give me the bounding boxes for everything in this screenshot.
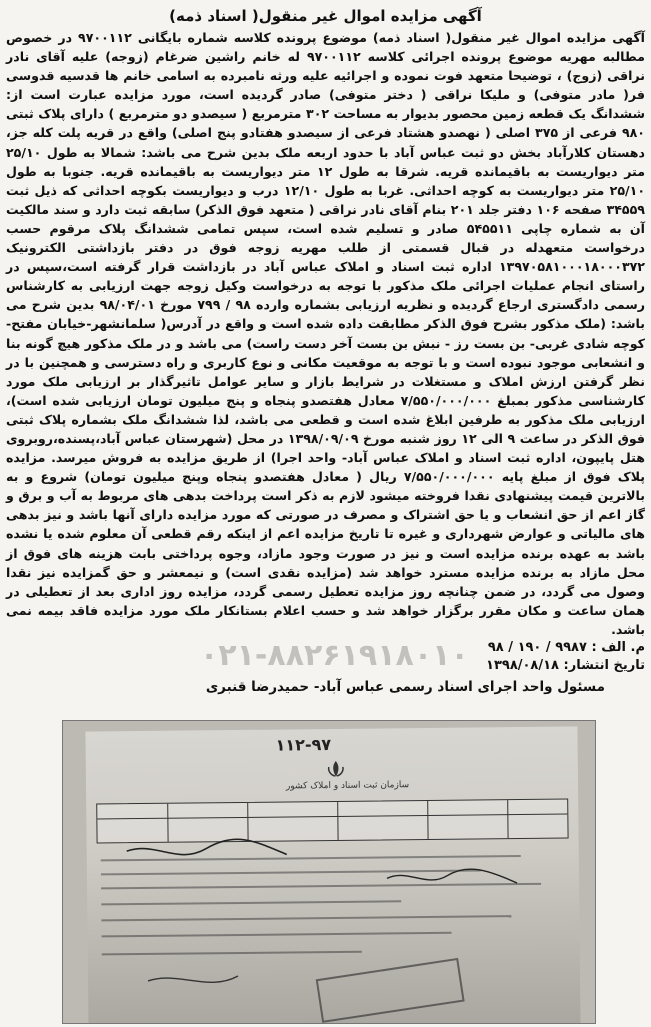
document-sheet — [85, 726, 580, 1024]
phone-watermark: ۰۲۱-۸۸۲۶۱۹۱۸۰۱۰ — [200, 638, 469, 673]
signature-line: مسئول واحد اجرای اسناد رسمی عباس آباد- حمیدرضا قنبری — [205, 679, 605, 695]
publish-date: تاریخ انتشار: ۱۳۹۸/۰۸/۱۸ — [486, 658, 645, 673]
document-header: سازمان ثبت اسناد و املاک کشور — [285, 780, 410, 792]
notice-title: آگهی مزایده اموال غیر منقول( اسناد ذمه) — [169, 7, 482, 25]
document-serial: ۱۱۲-۹۷ — [275, 735, 332, 755]
notice-body: آگهی مزایده اموال غیر منقول( اسناد ذمه) موضوع پرونده کلاسه شماره بایگانی ۹۷۰۰۱۱۲ در خصوص مطالبه مهریه موضوع پرونده اجرائی کلاسه ۹۷۰۰۱۱۲ له خانم راشین ضرغام (زوجه) علیه آقای نادر نراقی (زوج) ، توضیحا متعهد فوت نموده و اجرائیه علیه ورثه نامبرده به اسامی خانم ها قدسیه قدوسی فر( مادر متوفی) و ملیکا نراقی ( دختر متوفی) صادر گردیده است، مورد مزایده عبارت است از: ششدانگ یک قطعه زمین محصور بدیوار به مساحت ۳۰۲ مترمربع ( سیصدو دو مترمربع ) دارای پلاک ثبتی ۹۸۰ فرعی از ۳۷۵ اصلی ( نهصدو هشتاد فرعی از سیصدو هفتادو پنج اصلی) واقع در قریه پلت کله جز، دهستان کلارآباد بخش دو ثبت عباس آباد با حدود اربعه ملک بدین شرح می باشد: شمالا به طول ۲۵/۱۰ متر دیواریست به باقیمانده قریه. شرقا به طول ۱۲ متر دیواریست به باقیمانده قریه. جنوبا به طول ۲۵/۱۰ متر دیواریست به کوچه احداثی. غربا به طول ۱۲/۱۰ درب و دیواریست بکوچه احداثی که ذیل ثبت ۳۴۵۵۹ صفحه ۱۰۶ دفتر جلد ۲۰۱ بنام آقای نادر نراقی ( متعهد فوق الذکر) سابقه ثبت دارد و سند مالکیت آن به شماره چاپی ۵۴۵۵۱۱ صادر و تسلیم شده است، سپس تمامی ششدانگ پلاک مرقوم حسب درخواست متعهدله در قبال قسمتی از طلب مهریه زوجه فوق در دفتر بازداشتی الکترونیک ۱۳۹۷۰۵۸۱۰۰۰۱۸۰۰۰۳۷۲ اداره ثبت اسناد و املاک عباس آباد در بازداشت قرار گرفته است،سپس در راستای انجام عملیات اجرائی ملک مذکور با توجه به درخواست وکیل زوجه جهت ارزیابی به کارشناس رسمی دادگستری ارجاع گردیده و نظریه ارزیابی بشماره وارده ۹۸ / ۷۹۹ مورخ ۹۸/۰۴/۰۱ بدین شرح می باشد: (ملک مذکور بشرح فوق الذکر مطابقت داده شده است و واقع در آدرس( سلمانشهر-خیابان مفتح- کوچه شادی غربی- بن بست رز - نبش بن بست آخر دست راست) می باشد و در ملک مذکور هیچ گونه بنا و انشعابی موجود نبوده است و با توجه به موقعیت مکانی و نوع کاربری و راه دسترسی و همچنین با در نظر گرفتن ارزش املاک و مستغلات در شرایط بازار و سایر عوامل تاثیرگذار بر ارزیابی ملک مورد کارشناسی مذکور بمبلغ ۷/۵۵۰/۰۰۰/۰۰۰ معادل هفتصدو پنجاه و پنج میلیون تومان ارزیابی شده است)، ارزیابی ملک مذکور به طرفین ابلاغ شده است و قطعی می باشد، لذا ششدانگ ملک بشماره پلاک ثبتی فوق الذکر در ساعت ۹ الی ۱۲ روز شنبه مورخ ۱۳۹۸/۰۹/۰۹ در محل (شهرستان عباس آباد،پسنده،روبروی هتل پایپون، اداره ثبت اسناد و املاک عباس آباد- واحد اجرا) از طریق مزایده به فروش میرسد. مزایده پلاک فوق از مبلغ پایه ۷/۵۵۰/۰۰۰/۰۰۰ ریال ( معادل هفتصدو پنجاه وپنج میلیون تومان) شروع و به بالاترین قیمت پیشنهادی نقدا فروخته میشود لازم به ذکر است پرداخت بدهی های مربوط به آب و برق و گاز اعم از حق انشعاب و یا حق اشتراک و مصرف در صورتی که مورد مزایده دارای آنها باشد و نیز بدهی های مالیاتی و عوارض شهرداری و غیره تا تاریخ مزایده اعم از اینکه رقم قطعی آن معلوم شده یا نشده باشد به عهده برنده مزایده است و نیز در صورت وجود مازاد، وجوه پرداختی بابت هزینه های فوق از محل مازاد به برنده مزایده مسترد خواهد شد (مزایده نقدی است) و نیمعشر و حق گمزایده نیز نقدا وصول می گردد، در ضمن چنانچه روز مزایده تعطیل رسمی گردد، مزایده روز اداری بعد از تعطیلی در همان ساعت و مکان مقرر برگزار خواهد شد و حسب اعلام بستانکار ملک مورد مزایده فاقد بیمه نمی باشد. — [6, 30, 646, 637]
reference-number: م. الف : ۹۹۸۷ / ۱۹۰ / ۹۸ — [487, 640, 645, 655]
auction-notice — [6, 6, 645, 697]
attached-document-photo — [62, 720, 596, 1024]
